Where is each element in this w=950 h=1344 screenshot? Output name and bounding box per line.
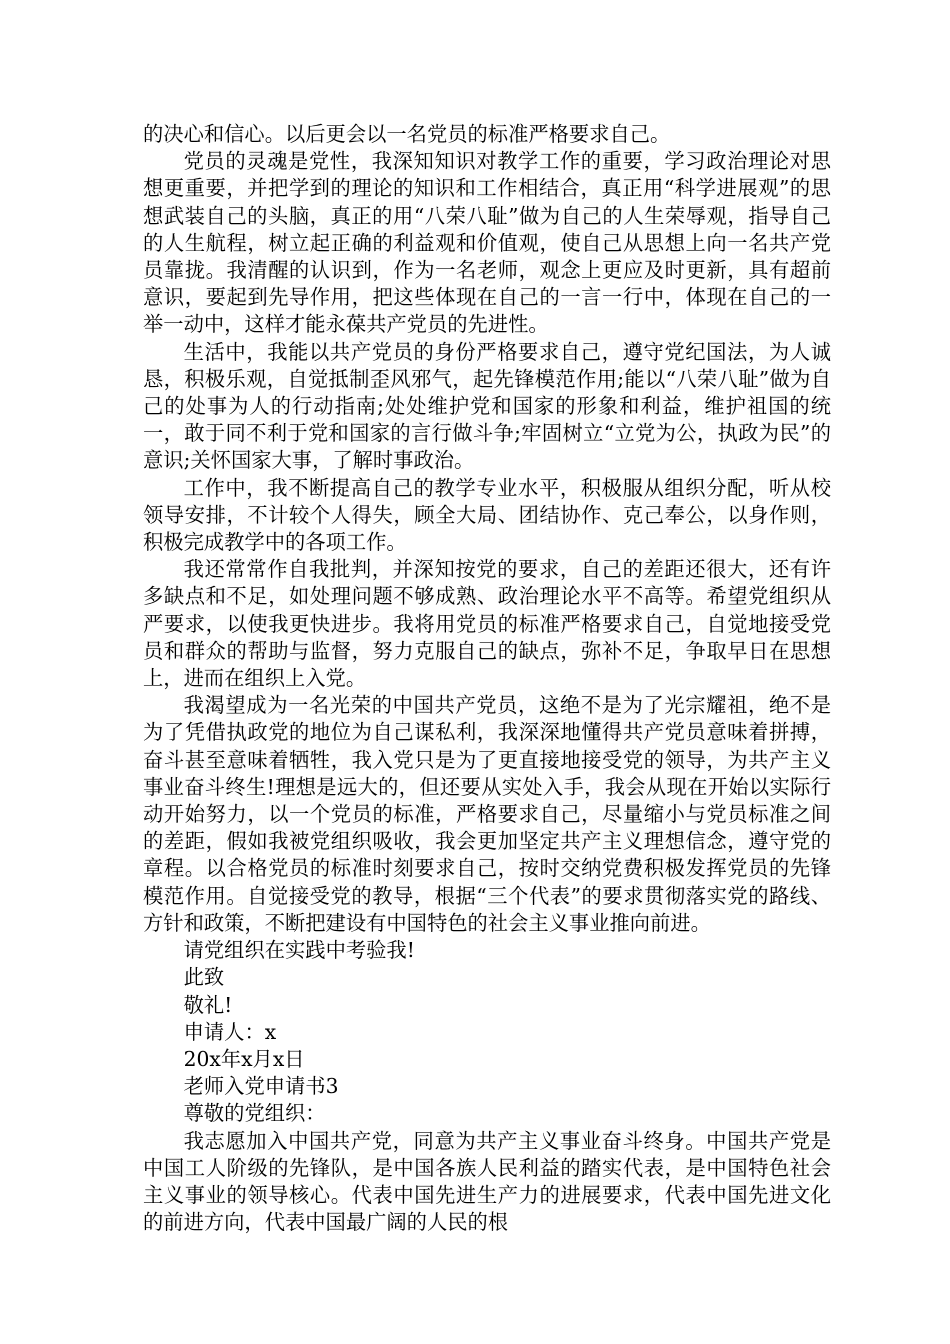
paragraph-aspiration: 我渴望成为一名光荣的中国共产党员，这绝不是为了光宗耀祖，绝不是为了凭借执政党的地位为自己谋私利，我深深地懂得共产党员意味着拼搏，奋斗甚至意味着牺牲，我入党只是为了更直接地接受党的领导，为共产主义事业奋斗终生!理想是远大的，但还要从实处入手，我会从现在开始以实际行动开始努力，以一个党员的标准，严格要求自己，尽量缩小与党员标准之间的差距，假如我被党组织吸收，我会更加坚定共产主义理想信念，遵守党的章程。以合格党员的标准时刻要求自己，按时交纳党费积极发挥党员的先锋模范作用。自觉接受党的教导，根据“三个代表”的要求贯彻落实党的路线、方针和政策，不断把建设有中国特色的社会主义事业推向前进。 bbox=[143, 693, 831, 935]
closing-respect: 敬礼! bbox=[183, 992, 233, 1017]
paragraph-self-criticism: 我还常常作自我批判，并深知按党的要求，自己的差距还很大，还有许多缺点和不足，如处理问题不够成熟、政治理论水平不高等。希望党组织从严要求，以使我更快进步。我将用党员的标准严格要求自己，自觉地接受党员和群众的帮助与监督，努力克服自己的缺点，弥补不足，争取早日在思想上，进而在组织上入党。 bbox=[143, 557, 831, 691]
document-page bbox=[143, 121, 831, 1236]
paragraph-party-spirit: 党员的灵魂是党性，我深知知识对教学工作的重要，学习政治理论对思想更重要，并把学到的理论的知识和工作相结合，真正用“科学进展观”的思想武装自己的头脑，真正的用“八荣八耻”做为自己的人生荣辱观，指导自己的人生航程，树立起正确的利益观和价值观，使自己从思想上向一名共产党员靠拢。我清醒的认识到，作为一名老师，观念上更应及时更新，具有超前意识，要起到先导作用，把这些体现在自己的一言一行中，体现在自己的一举一动中，这样才能永葆共产党员的先进性。 bbox=[143, 149, 831, 337]
paragraph-continuation: 的决心和信心。以后更会以一名党员的标准严格要求自己。 bbox=[143, 122, 671, 146]
greeting-line: 尊敬的党组织： bbox=[183, 1101, 326, 1126]
applicant-line: 申请人：x bbox=[183, 1019, 277, 1044]
paragraph-daily-life: 生活中，我能以共产党员的身份严格要求自己，遵守党纪国法，为人诚恳，积极乐观，自觉抵制歪风邪气，起先锋模范作用;能以“八荣八耻”做为自己的处事为人的行动指南;处处维护党和国家的形象和利益，维护祖国的统一，敢于同不利于党和国家的言行做斗争;牢固树立“立党为公，执政为民”的意识;关怀国家大事，了解时事政治。 bbox=[143, 339, 831, 473]
paragraph-work: 工作中，我不断提高自己的教学专业水平，积极服从组织分配，听从校领导安排，不计较个人得失，顾全大局、团结协作、克己奉公，以身作则，积极完成教学中的各项工作。 bbox=[143, 475, 831, 555]
date-line: 20x年x月x日 bbox=[183, 1046, 305, 1071]
section-title: 老师入党申请书3 bbox=[183, 1074, 339, 1099]
closing-request: 请党组织在实践中考验我! bbox=[183, 938, 415, 963]
closing-salutation: 此致 bbox=[183, 965, 225, 990]
paragraph-application-intro: 我志愿加入中国共产党，同意为共产主义事业奋斗终身。中国共产党是中国工人阶级的先锋队，是中国各族人民利益的踏实代表，是中国特色社会主义事业的领导核心。代表中国先进生产力的进展要求，代表中国先进文化的前进方向，代表中国最广阔的人民的根 bbox=[143, 1128, 831, 1235]
